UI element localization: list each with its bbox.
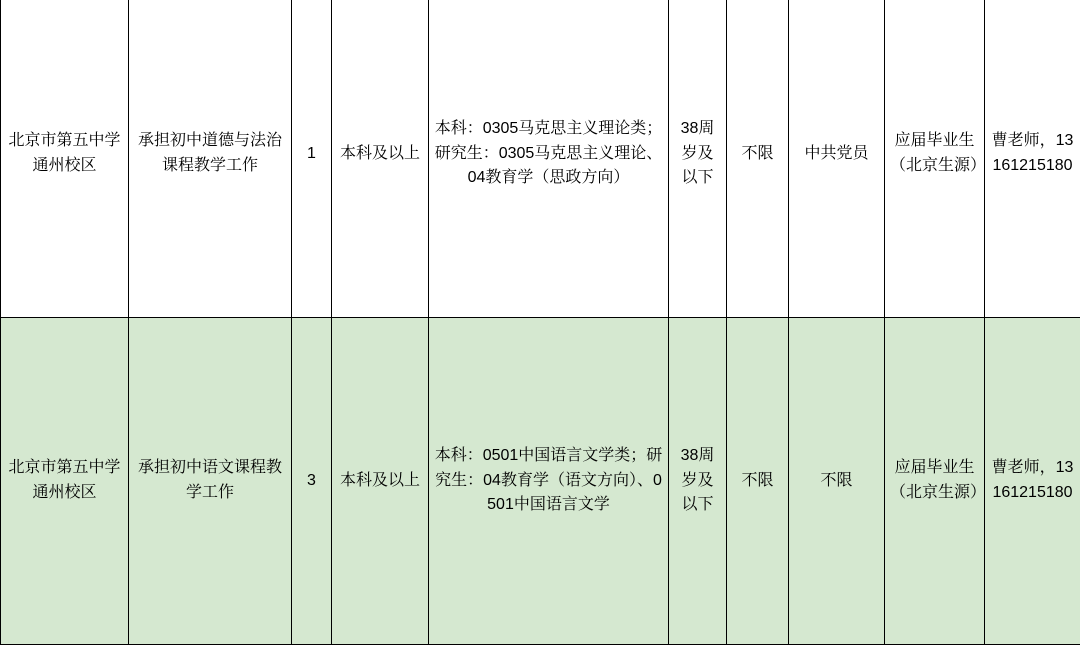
cell-unit: 北京市第五中学通州校区 (1, 318, 129, 645)
cell-certificate: 不限 (727, 0, 789, 318)
cell-major: 本科：0305马克思主义理论类；研究生：0305马克思主义理论、04教育学（思政方向） (429, 0, 669, 318)
cell-job-duty: 承担初中语文课程教学工作 (129, 318, 292, 645)
cell-major: 本科：0501中国语言文学类；研究生：04教育学（语文方向）、0501中国语言文学 (429, 318, 669, 645)
table-row (1, 0, 1080, 318)
table-row (1, 318, 1080, 645)
cell-other-requirement: 应届毕业生（北京生源） (885, 318, 985, 645)
cell-age: 38周岁及以下 (669, 318, 727, 645)
cell-age: 38周岁及以下 (669, 0, 727, 318)
cell-education: 本科及以上 (332, 0, 429, 318)
cell-other-requirement: 应届毕业生（北京生源） (885, 0, 985, 318)
cell-political-status: 不限 (789, 318, 885, 645)
cell-unit: 北京市第五中学通州校区 (1, 0, 129, 318)
cell-headcount: 1 (292, 0, 332, 318)
cell-headcount: 3 (292, 318, 332, 645)
cell-political-status: 中共党员 (789, 0, 885, 318)
cell-education: 本科及以上 (332, 318, 429, 645)
cell-certificate: 不限 (727, 318, 789, 645)
cell-job-duty: 承担初中道德与法治课程教学工作 (129, 0, 292, 318)
cell-contact: 曹老师，13161215180 (985, 318, 1080, 645)
cell-contact: 曹老师，13161215180 (985, 0, 1080, 318)
